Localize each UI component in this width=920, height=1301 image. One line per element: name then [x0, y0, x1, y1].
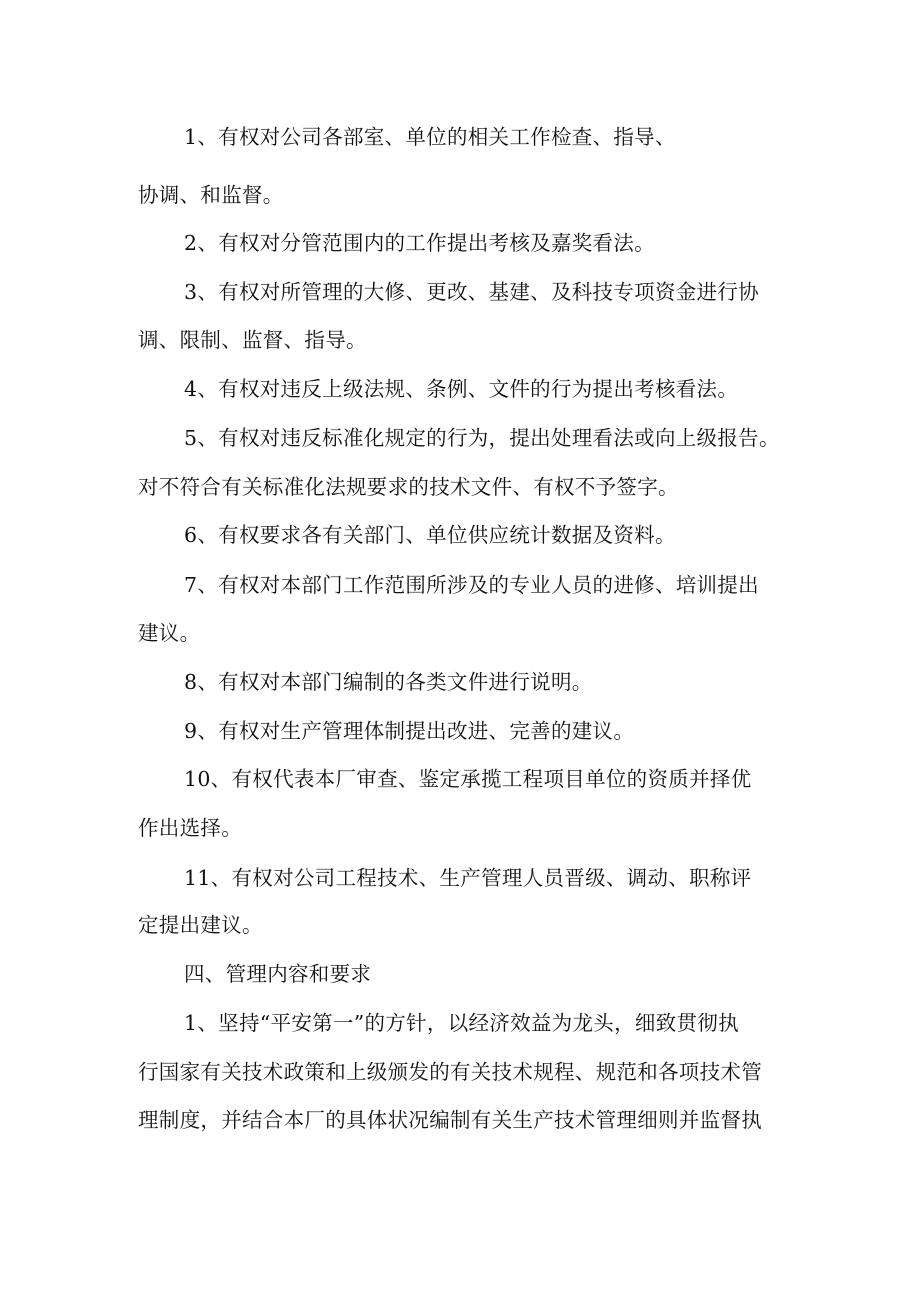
text-line: 6、有权要求各有关部门、单位供应统计数据及资料。 [184, 523, 676, 547]
section-heading: 四、管理内容和要求 [184, 962, 372, 986]
text-line: 作出选择。 [138, 816, 242, 840]
text-line: 7、有权对本部门工作范围所涉及的专业人员的进修、培训提出 [184, 573, 759, 597]
text-line: 建议。 [138, 621, 201, 645]
text-line: 5、有权对违反标准化规定的行为，提出处理看法或向上级报告。 [184, 426, 780, 450]
text-line: 10、有权代表本厂审查、鉴定承揽工程项目单位的资质并择优 [184, 767, 752, 791]
text-line: 协调、和监督。 [138, 183, 284, 207]
text-line: 对不符合有关标准化法规要求的技术文件、有权不予签字。 [138, 475, 679, 499]
text-line: 4、有权对违反上级法规、条例、文件的行为提出考核看法。 [184, 377, 739, 401]
text-line: 2、有权对分管范围内的工作提出考核及嘉奖看法。 [184, 231, 655, 255]
text-line: 1、坚持“平安第一”的方针，以经济效益为龙头，细致贯彻执 [184, 1011, 739, 1035]
text-line: 定提出建议。 [138, 913, 263, 937]
text-line: 1、有权对公司各部室、单位的相关工作检查、指导、 [184, 125, 676, 149]
text-line: 9、有权对生产管理体制提出改进、完善的建议。 [184, 719, 635, 743]
text-line: 理制度，并结合本厂的具体状况编制有关生产技术管理细则并监督执 [138, 1108, 762, 1132]
text-line: 调、限制、监督、指导。 [138, 328, 367, 352]
text-line: 8、有权对本部门编制的各类文件进行说明。 [184, 670, 593, 694]
text-line: 行国家有关技术政策和上级颁发的有关技术规程、规范和各项技术管 [138, 1060, 762, 1084]
text-line: 11、有权对公司工程技术、生产管理人员晋级、调动、职称评 [184, 866, 752, 890]
text-line: 3、有权对所管理的大修、更改、基建、及科技专项资金进行协 [184, 280, 759, 304]
